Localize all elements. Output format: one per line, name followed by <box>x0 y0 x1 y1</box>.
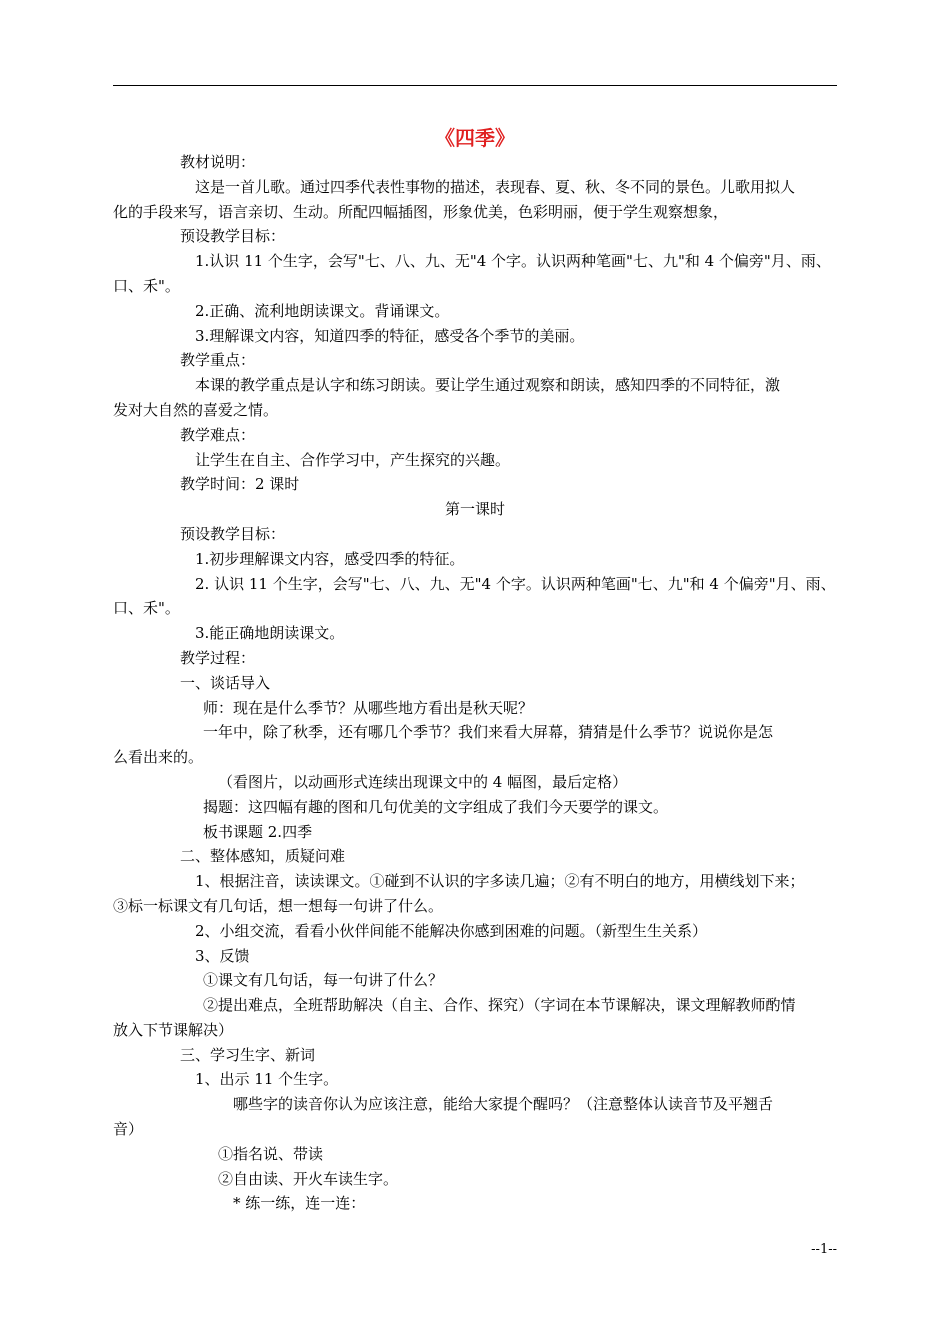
text-line: 教材说明： <box>180 153 256 171</box>
text-line: 么看出来的。 <box>113 748 204 767</box>
header-rule <box>113 85 837 86</box>
text-line: 板书课题 2.四季 <box>203 822 313 841</box>
text-line: 3.能正确地朗读课文。 <box>195 624 345 643</box>
text-line: 发对大自然的喜爱之情。 <box>113 400 279 419</box>
text-line: 预设教学目标： <box>180 227 286 246</box>
text-line: ③标一标课文有几句话，想一想每一句讲了什么。 <box>113 896 444 915</box>
text-line: 揭题：这四幅有趣的图和几句优美的文字组成了我们今天要学的课文。 <box>203 797 669 816</box>
text-line: 2. 认识 11 个生字，会写"七、八、九、无"4 个字。认识两种笔画"七、九"和 4 个偏旁"月、雨、 <box>195 574 836 593</box>
text-line: 师：现在是什么季节？从哪些地方看出是秋天呢？ <box>203 698 534 717</box>
text-line: 第一课时 <box>444 500 505 519</box>
text-line: ①指名说、带读 <box>218 1144 324 1163</box>
text-line: ②自由读、开火车读生字。 <box>218 1169 399 1188</box>
text-line: 口、禾"。 <box>113 599 180 618</box>
text-line: 1.初步理解课文内容，感受四季的特征。 <box>195 549 465 568</box>
text-line: 这是一首儿歌。通过四季代表性事物的描述，表现春、夏、秋、冬不同的景色。儿歌用拟人 <box>195 177 796 196</box>
text-line: 口、禾"。 <box>113 276 180 295</box>
text-line: 化的手段来写，语言亲切、生动。所配四幅插图，形象优美，色彩明丽，便于学生观察想象， <box>113 202 729 221</box>
page-number: --1-- <box>811 1242 837 1257</box>
text-line: 二、整体感知，质疑问难 <box>180 847 346 866</box>
text-line: 3.理解课文内容，知道四季的特征，感受各个季节的美丽。 <box>195 326 585 345</box>
text-line: ②提出难点，全班帮助解决（自主、合作、探究）（字词在本节课解决，课文理解教师酌情 <box>203 996 796 1015</box>
text-line: 2.正确、流利地朗读课文。背诵课文。 <box>195 301 450 320</box>
text-line: 三、学习生字、新词 <box>180 1045 316 1064</box>
document-title: 《四季》 <box>435 126 515 150</box>
text-line: 教学过程： <box>180 648 256 667</box>
text-line: 1.认识 11 个生字，会写"七、八、九、无"4 个字。认识两种笔画"七、九"和 4 个偏旁"月、雨、 <box>195 252 831 271</box>
text-line: 预设教学目标： <box>180 524 286 543</box>
text-line: 让学生在自主、合作学习中，产生探究的兴趣。 <box>195 450 511 469</box>
text-line: 教学难点： <box>180 425 256 444</box>
text-line: 2、小组交流，看看小伙伴间能不能解决你感到困难的问题。（新型生生关系） <box>195 921 708 940</box>
text-line: 1、根据注音，读读课文。①碰到不认识的字多读几遍；②有不明白的地方，用横线划下来； <box>195 872 805 891</box>
text-line: 本课的教学重点是认字和练习朗读。要让学生通过观察和朗读，感知四季的不同特征，激 <box>195 376 781 395</box>
text-line: 一、谈话导入 <box>180 673 271 692</box>
text-line: （看图片，以动画形式连续出现课文中的 4 幅图，最后定格） <box>218 772 628 791</box>
document-body <box>113 150 837 1216</box>
text-line: 教学时间：2 课时 <box>180 475 300 494</box>
text-line: 放入下节课解决） <box>113 1020 234 1039</box>
text-line: 1、出示 11 个生字。 <box>195 1070 339 1089</box>
text-line: ①课文有几句话，每一句讲了什么？ <box>203 971 444 990</box>
text-line: 哪些字的读音你认为应该注意，能给大家提个醒吗？（注意整体认读音节及平翘舌 <box>233 1095 774 1114</box>
text-line: * 练一练，连一连： <box>233 1194 366 1213</box>
text-line: 教学重点： <box>180 351 256 370</box>
text-line: 一年中，除了秋季，还有哪几个季节？我们来看大屏幕，猜猜是什么季节？说说你是怎 <box>203 723 774 742</box>
text-line: 3、反馈 <box>195 946 250 965</box>
text-line: 音） <box>113 1120 144 1139</box>
